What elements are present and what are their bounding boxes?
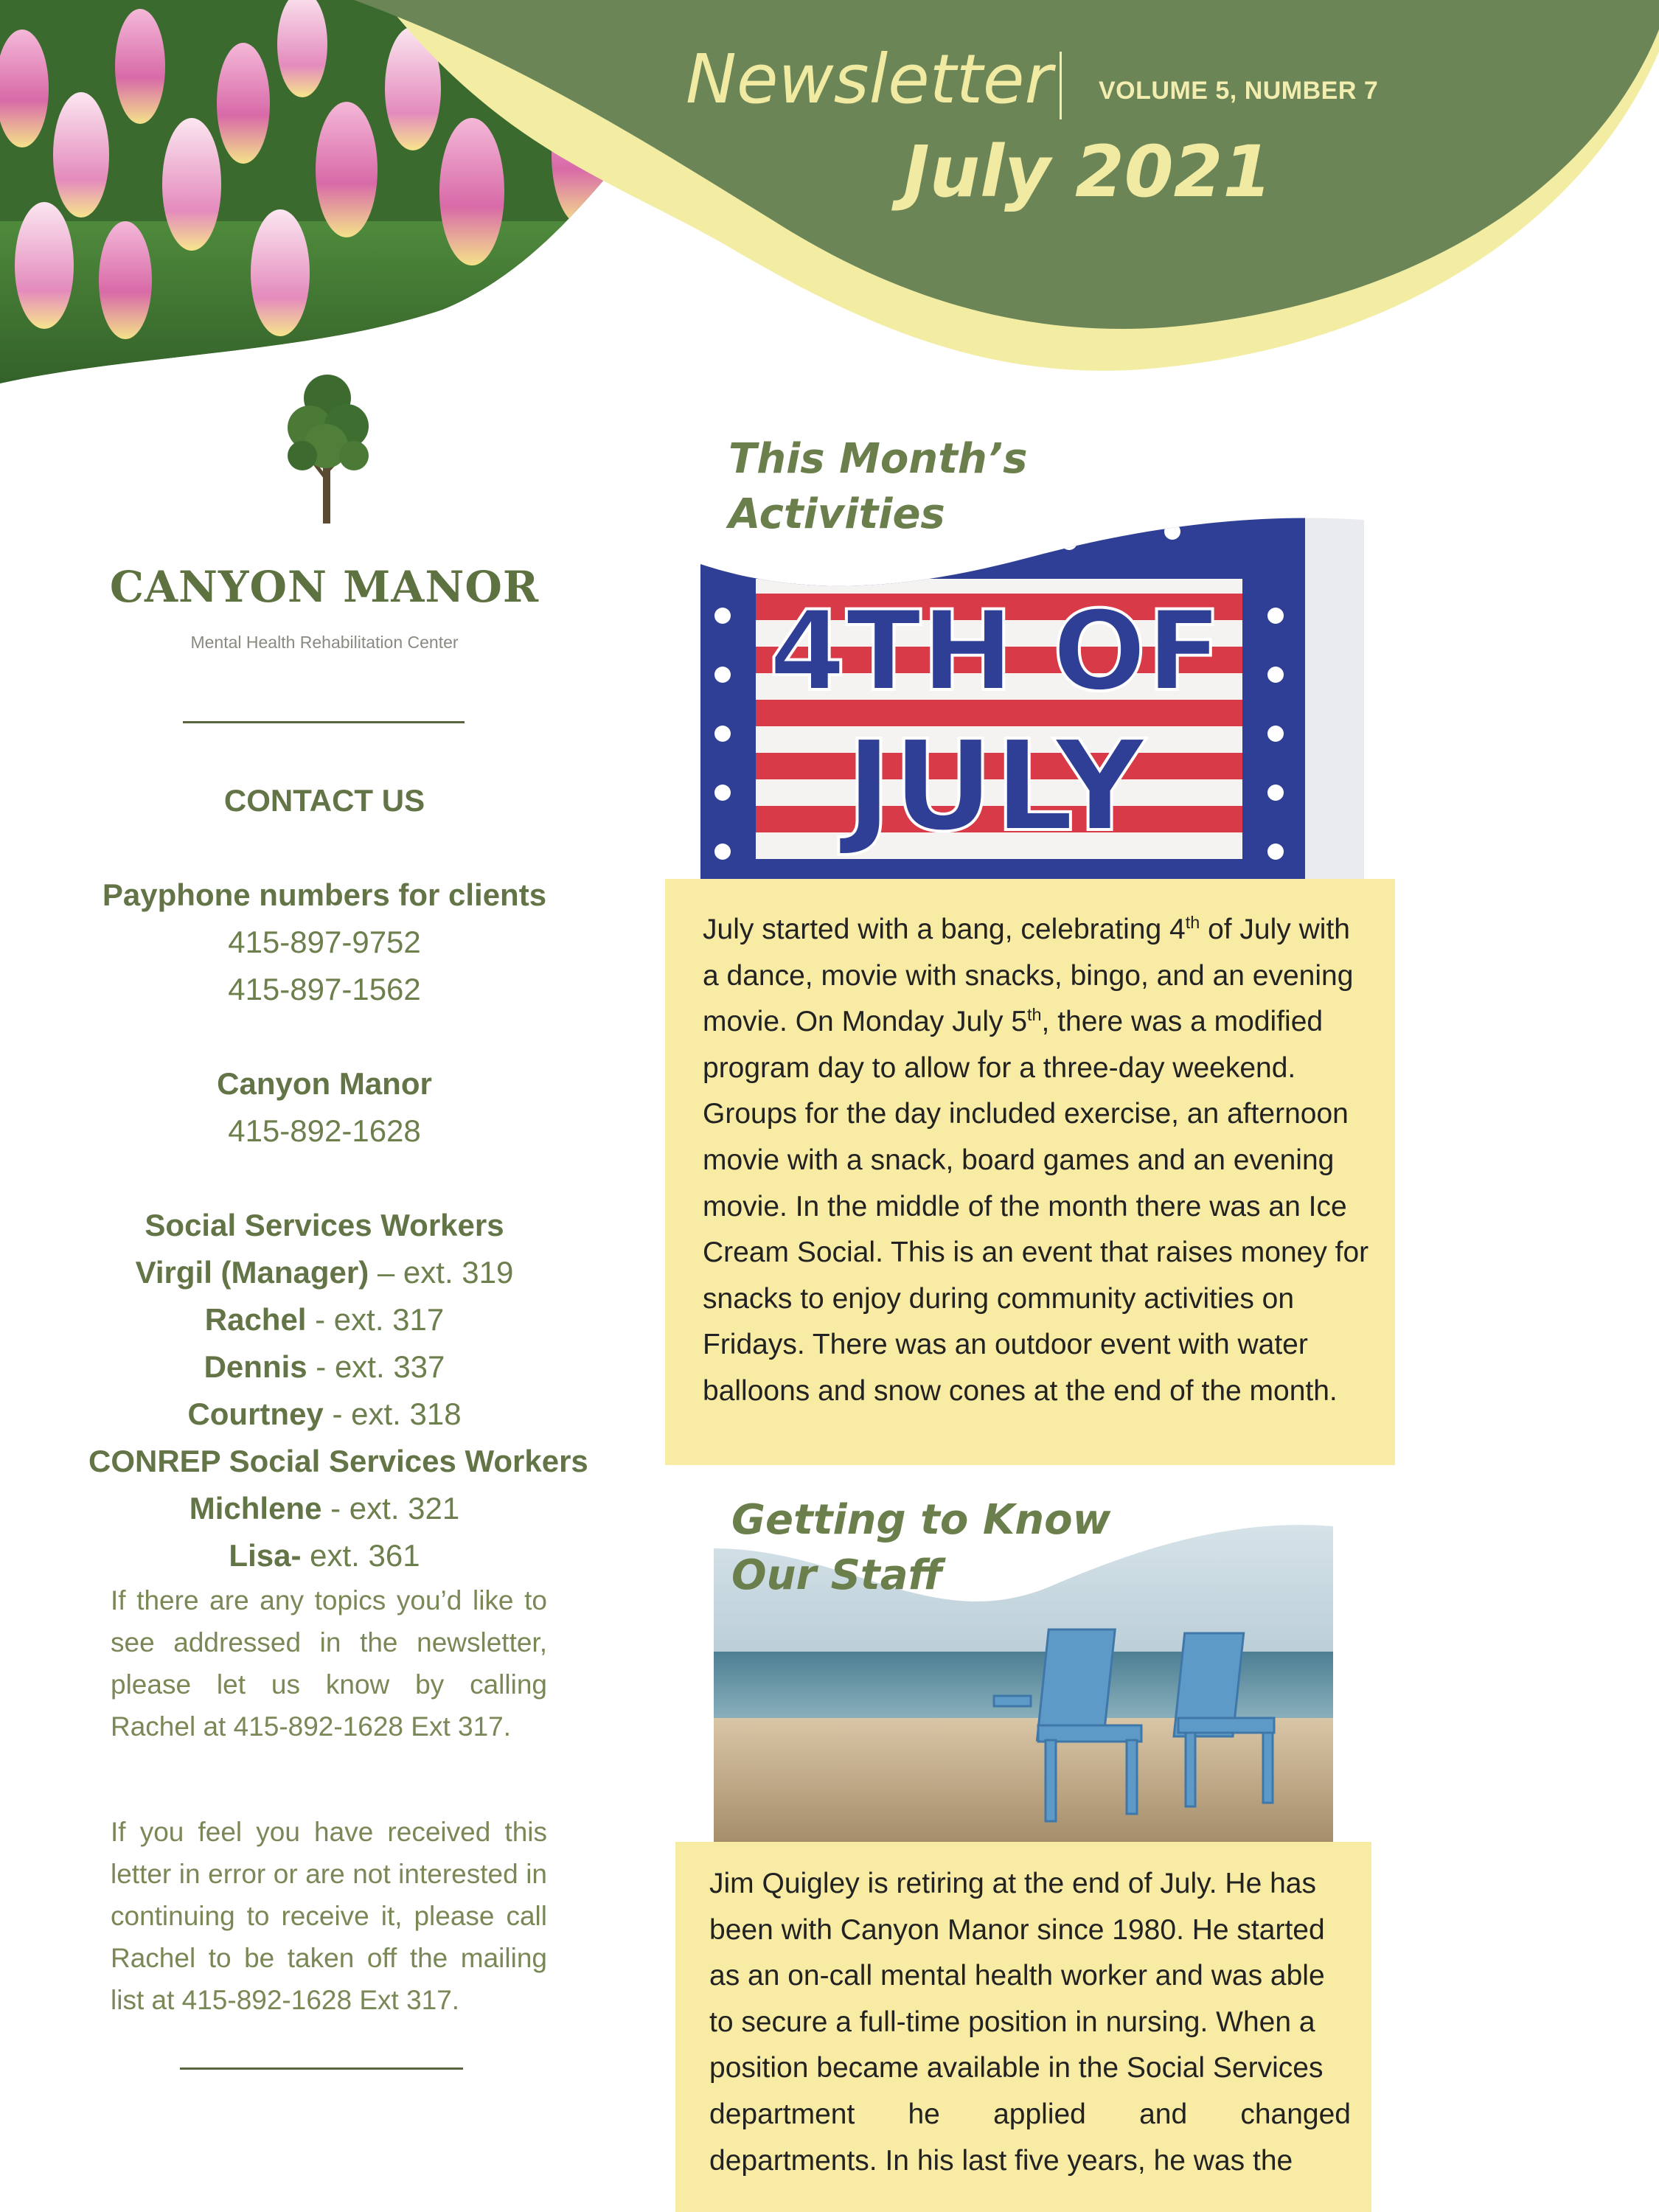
activities-line: balloons and snow cones at the end of the month. — [703, 1374, 1338, 1407]
note-optout: If you feel you have received this letter in error or are not interested in continuing to receive it, please call Rachel to be taken off the mailing list at 415-892-1628 Ext 317. — [111, 1817, 547, 2015]
staff-heading-line-2: Our Staff — [731, 1551, 943, 1599]
staff-heading-line-1: Getting to Know — [731, 1496, 1111, 1544]
activities-line: Groups for the day included exercise, an afternoon — [703, 1098, 1349, 1130]
worker-name: Virgil (Manager) — [135, 1255, 369, 1290]
manor-phone: 415-892-1628 — [228, 1113, 421, 1148]
contact-section — [88, 777, 588, 1579]
worker-entry — [88, 1249, 560, 1296]
activities-text — [703, 907, 1381, 1415]
staff-heading — [731, 1492, 1110, 1603]
staff-line: been with Canyon Manor since 1980. He started — [709, 1913, 1325, 1946]
activities-line: July started with a bang, celebrating 4th of July with — [703, 913, 1350, 945]
conrep-entry — [88, 1532, 560, 1579]
activities-line: movie. In the middle of the month there was an Ice — [703, 1190, 1347, 1222]
worker-ext: - ext. 317 — [306, 1302, 445, 1337]
contact-heading: CONTACT US — [223, 783, 425, 818]
worker-name: Courtney — [187, 1397, 324, 1431]
volume-number: VOLUME 5, NUMBER 7 — [1099, 77, 1379, 105]
staff-line: departments. In his last five years, he was the — [709, 2144, 1293, 2177]
divider-bottom — [180, 2067, 463, 2070]
divider-top — [183, 721, 465, 723]
activities-line: movie with a snack, board games and an evening — [703, 1144, 1335, 1176]
tree-logo-icon — [280, 369, 376, 531]
worker-ext: ext. 361 — [301, 1538, 420, 1573]
logo-subtitle: Mental Health Rehabilitation Center — [190, 633, 459, 652]
worker-name: Dennis — [204, 1349, 307, 1384]
fourth-of-july-image — [700, 512, 1364, 881]
activities-line: movie. On Monday July 5th, there was a modified — [703, 1005, 1324, 1038]
header-divider — [1060, 52, 1062, 119]
conrep-heading: CONREP Social Services Workers — [88, 1444, 588, 1478]
worker-entry — [88, 1343, 560, 1391]
conrep-entry — [88, 1485, 560, 1532]
newsletter-title: Newsletter — [686, 40, 1053, 119]
staff-line: Jim Quigley is retiring at the end of July. He has — [709, 1868, 1316, 1899]
manor-heading: Canyon Manor — [217, 1066, 432, 1101]
worker-entry — [88, 1296, 560, 1343]
worker-name: Michlene — [189, 1491, 322, 1526]
staff-text — [709, 1861, 1351, 2184]
worker-entry — [88, 1391, 560, 1438]
activities-heading-line-1: This Month’s — [728, 435, 1028, 483]
header-banner — [0, 0, 1659, 413]
payphone-heading: Payphone numbers for clients — [102, 877, 547, 912]
worker-name: Lisa- — [229, 1538, 302, 1573]
activities-line: snacks to enjoy during community activities on — [703, 1282, 1295, 1315]
activities-heading-line-2: Activities — [728, 490, 945, 538]
staff-line: position became available in the Social Services — [709, 2052, 1324, 2084]
worker-name: Rachel — [204, 1302, 307, 1337]
note-topics: If there are any topics you’d like to see addressed in the newsletter, please let us know by calling Rachel at 415-892-1628 Ext 317. — [111, 1585, 547, 1742]
image-text-line-1: 4TH OF — [768, 588, 1222, 716]
worker-ext: - ext. 337 — [307, 1349, 445, 1384]
activities-line: Fridays. There was an outdoor event with water — [703, 1329, 1308, 1361]
logo-name: CANYON MANOR — [109, 562, 540, 612]
staff-line: department he applied and changed — [709, 2098, 1351, 2130]
worker-ext: - ext. 318 — [323, 1397, 462, 1431]
issue-date: July 2021 — [903, 131, 1273, 213]
payphone-number-2: 415-897-1562 — [228, 972, 421, 1006]
staff-line: as an on-call mental health worker and was able — [709, 1960, 1325, 1992]
image-text-line-2: JULY — [845, 714, 1146, 860]
activities-line: Cream Social. This is an event that raises money for — [703, 1237, 1369, 1269]
staff-line: to secure a full-time position in nursing. When a — [709, 2006, 1315, 2038]
payphone-number-1: 415-897-9752 — [228, 925, 421, 959]
ssw-heading: Social Services Workers — [145, 1208, 504, 1242]
activities-line: program day to allow for a three-day weekend. — [703, 1051, 1296, 1084]
worker-ext: – ext. 319 — [369, 1255, 514, 1290]
activities-line: a dance, movie with snacks, bingo, and an evening — [703, 959, 1354, 992]
worker-ext: - ext. 321 — [321, 1491, 460, 1526]
